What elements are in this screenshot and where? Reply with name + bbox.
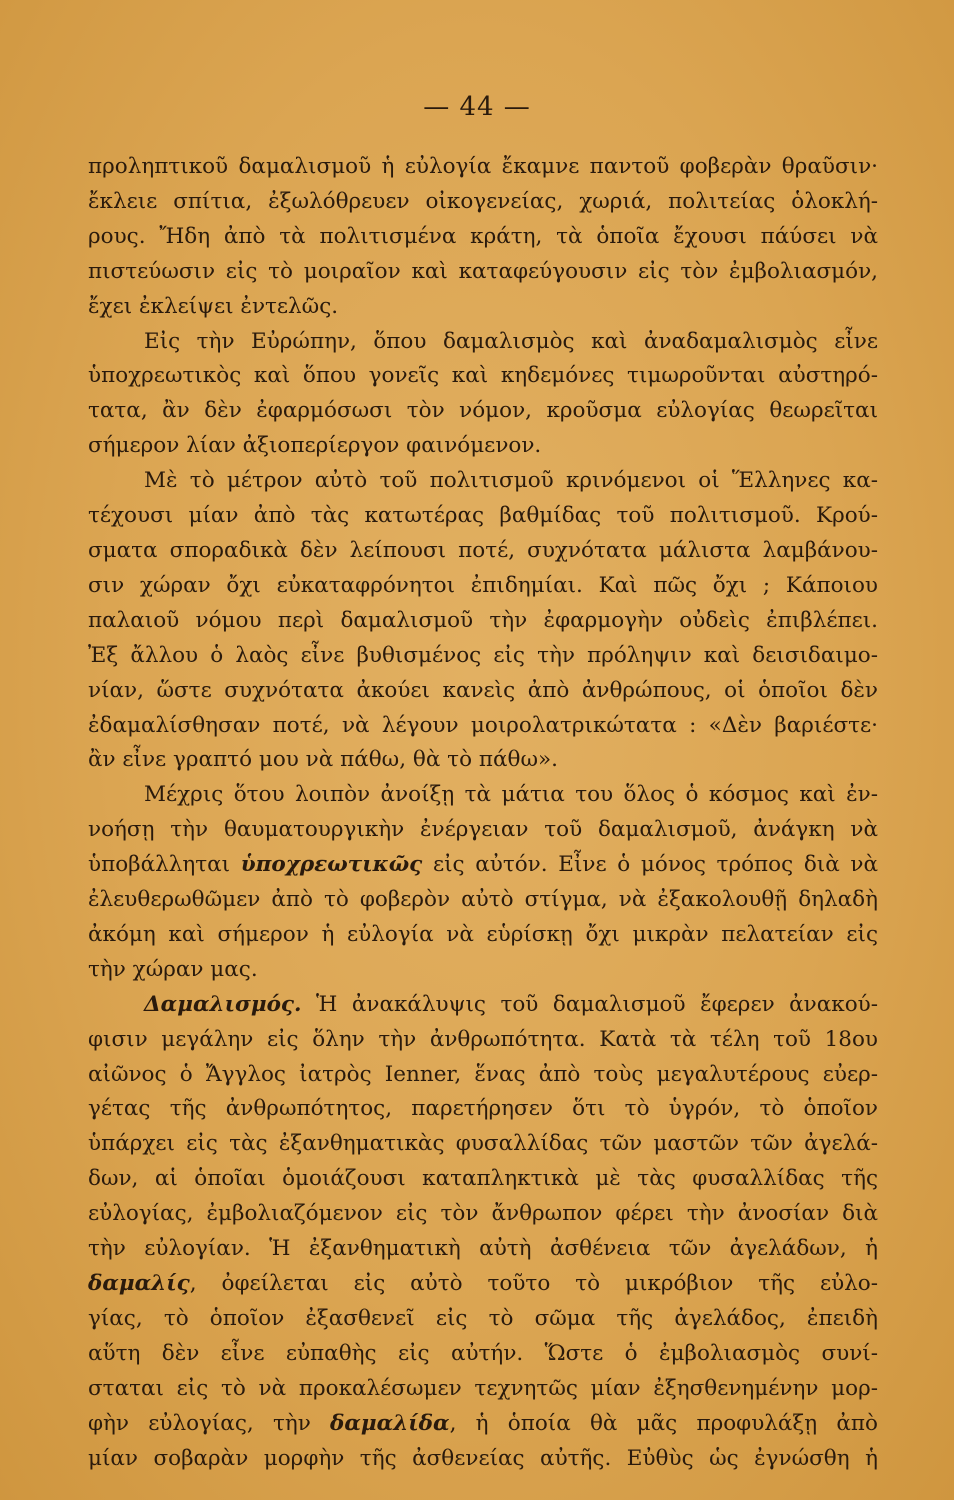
text-line: τὴν εὐλογίαν. Ἡ ἐξανθηματικὴ αὐτὴ ἀσθένεια τῶν ἀγελάδων, ἡ	[88, 1236, 878, 1262]
text-line: αὕτη δὲν εἶνε εὐπαθὴς εἰς αὐτήν. Ὥστε ὁ ἐμβολιασμὸς συνί-	[88, 1340, 878, 1366]
text-run: εἰς αὐτόν. Εἶνε ὁ μόνος τρόπος διὰ νὰ	[422, 852, 878, 878]
text-line: γίας, τὸ ὁποῖον ἐξασθενεῖ εἰς τὸ σῶμα τῆς ἀγελάδος, ἐπειδὴ	[88, 1305, 878, 1331]
text-line: Εἰς τὴν Εὐρώπην, ὅπου δαμαλισμὸς καὶ ἀναδαμαλισμὸς εἶνε	[144, 328, 878, 354]
text-line: νοήσῃ τὴν θαυματουργικὴν ἐνέργειαν τοῦ δαμαλισμοῦ, ἀνάγκη νὰ	[88, 817, 878, 843]
text-line: νίαν, ὥστε συχνότατα ἀκούει κανεὶς ἀπὸ ἀνθρώπους, οἱ ὁποῖοι δὲν	[88, 677, 878, 703]
text-line: δων, αἱ ὁποῖαι ὁμοιάζουσι καταπληκτικὰ μὲ τὰς φυσαλλίδας τῆς	[88, 1166, 878, 1192]
text-line: ἐλευθερωθῶμεν ἀπὸ τὸ φοβερὸν αὐτὸ στίγμα, νὰ ἐξακολουθῇ δηλαδὴ	[88, 887, 878, 913]
text-line: σήμερον λίαν ἀξιοπερίεργον φαινόμενον.	[88, 433, 542, 459]
text-run: Ἡ ἀνακάλυψις τοῦ δαμαλισμοῦ ἔφερεν ἀνακού-	[301, 991, 878, 1017]
text-line: ρους. Ἤδη ἀπὸ τὰ πολιτισμένα κράτη, τὰ ὁποῖα ἔχουσι πάύσει νὰ	[88, 223, 878, 249]
text-line: σιν χώραν ὄχι εὐκαταφρόνητοι ἐπιδημίαι. Καὶ πῶς ὄχι ; Κάποιου	[88, 572, 878, 598]
section-heading-vaccination: Δαμαλισμός.	[144, 991, 302, 1017]
text-line: γέτας τῆς ἀνθρωπότητος, παρετήρησεν ὅτι τὸ ὑγρόν, τὸ ὁποῖον	[88, 1096, 878, 1122]
text-line: παλαιοῦ νόμου περὶ δαμαλισμοῦ τὴν ἐφαρμογὴν οὐδεὶς ἐπιβλέπει.	[88, 607, 878, 633]
text-line: φισιν μεγάλην εἰς ὅλην τὴν ἀνθρωπότητα. Κατὰ τὰ τέλη τοῦ 18ου	[88, 1026, 878, 1052]
text-line: Μὲ τὸ μέτρον αὐτὸ τοῦ πολιτισμοῦ κρινόμενοι οἱ Ἕλληνες κα-	[144, 468, 878, 494]
text-run: , ὀφείλεται εἰς αὐτὸ τοῦτο τὸ μικρόβιον τῆς εὐλο-	[189, 1271, 878, 1296]
text-line: ἀκόμη καὶ σήμερον ἡ εὐλογία νὰ εὑρίσκῃ ὄχι μικρὰν πελατείαν εἰς	[88, 921, 878, 947]
text-line: ἔχει ἐκλείψει ἐντελῶς.	[88, 293, 339, 319]
text-line: αἰῶνος ὁ Ἄγγλος ἰατρὸς Ienner, ἕνας ἀπὸ τοὺς μεγαλυτέρους εὐερ-	[88, 1061, 878, 1087]
text-run: φὴν εὐλογίας, τὴν	[88, 1410, 331, 1436]
text-line: πιστεύωσιν εἰς τὸ μοιραῖον καὶ καταφεύγουσιν εἰς τὸν ἐμβολιασμόν,	[88, 258, 878, 284]
text-line	[88, 1407, 878, 1442]
page-number: — 44 —	[423, 92, 531, 122]
text-line: προληπτικοῦ δαμαλισμοῦ ἡ εὐλογία ἔκαμνε παντοῦ φοβερὰν θραῦσιν·	[88, 154, 878, 179]
text-line: τέχουσι μίαν ἀπὸ τὰς κατωτέρας βαθμίδας τοῦ πολιτισμοῦ. Κρού-	[88, 503, 878, 529]
text-line: εὐλογίας, ἐμβολιαζόμενον εἰς τὸν ἄνθρωπον φέρει τὴν ἀνοσίαν διὰ	[88, 1201, 878, 1227]
text-line: σταται εἰς τὸ νὰ προκαλέσωμεν τεχνητῶς μίαν ἐξησθενημένην μορ-	[88, 1375, 878, 1401]
body-text	[88, 150, 878, 1476]
text-line	[88, 988, 878, 1023]
text-run: ὑποβάλληται	[88, 852, 241, 878]
text-line: ὑποχρεωτικὸς καὶ ὅπου γονεῖς καὶ κηδεμόνες τιμωροῦνται αὐστηρό-	[88, 363, 878, 389]
emphasis-obligatory: ὑποχρεωτικῶς	[240, 852, 423, 878]
emphasis-damalida: δαμαλίδα	[330, 1410, 450, 1436]
text-line: σματα σποραδικὰ δὲν λείπουσι ποτέ, συχνότατα μάλιστα λαμβάνου-	[88, 537, 878, 563]
text-line	[88, 848, 878, 883]
text-line: ὑπάρχει εἰς τὰς ἐξανθηματικὰς φυσαλλίδας τῶν μαστῶν τῶν ἀγελά-	[88, 1131, 878, 1157]
text-line: τὴν χώραν μας.	[88, 956, 258, 982]
text-line	[88, 1267, 878, 1302]
text-run: , ἡ ὁποία θὰ μᾶς προφυλάξῃ ἀπὸ	[449, 1410, 878, 1436]
text-line: ἔκλειε σπίτια, ἐξωλόθρευεν οἰκογενείας, χωριά, πολιτείας ὁλοκλή-	[88, 188, 878, 214]
text-line: Ἐξ ἄλλου ὁ λαὸς εἶνε βυθισμένος εἰς τὴν πρόληψιν καὶ δεισιδαιμο-	[88, 642, 878, 668]
text-line: μίαν σοβαρὰν μορφὴν τῆς ἀσθενείας αὐτῆς. Εὐθὺς ὡς ἐγνώσθη ἡ	[88, 1445, 878, 1471]
text-line: ἂν εἶνε γραπτό μου νὰ πάθω, θὰ τὸ πάθω».	[88, 747, 558, 773]
text-line: ἐδαμαλίσθησαν ποτέ, νὰ λέγουν μοιρολατρικώτατα : «Δὲν βαριέστε·	[88, 712, 878, 738]
emphasis-damalis: δαμαλίς	[88, 1271, 190, 1296]
text-line: τατα, ἂν δὲν ἐφαρμόσωσι τὸν νόμον, κροῦσμα εὐλογίας θεωρεῖται	[88, 398, 878, 424]
text-line: Μέχρις ὅτου λοιπὸν ἀνοίξῃ τὰ μάτια του ὅλος ὁ κόσμος καὶ ἐν-	[144, 782, 878, 808]
